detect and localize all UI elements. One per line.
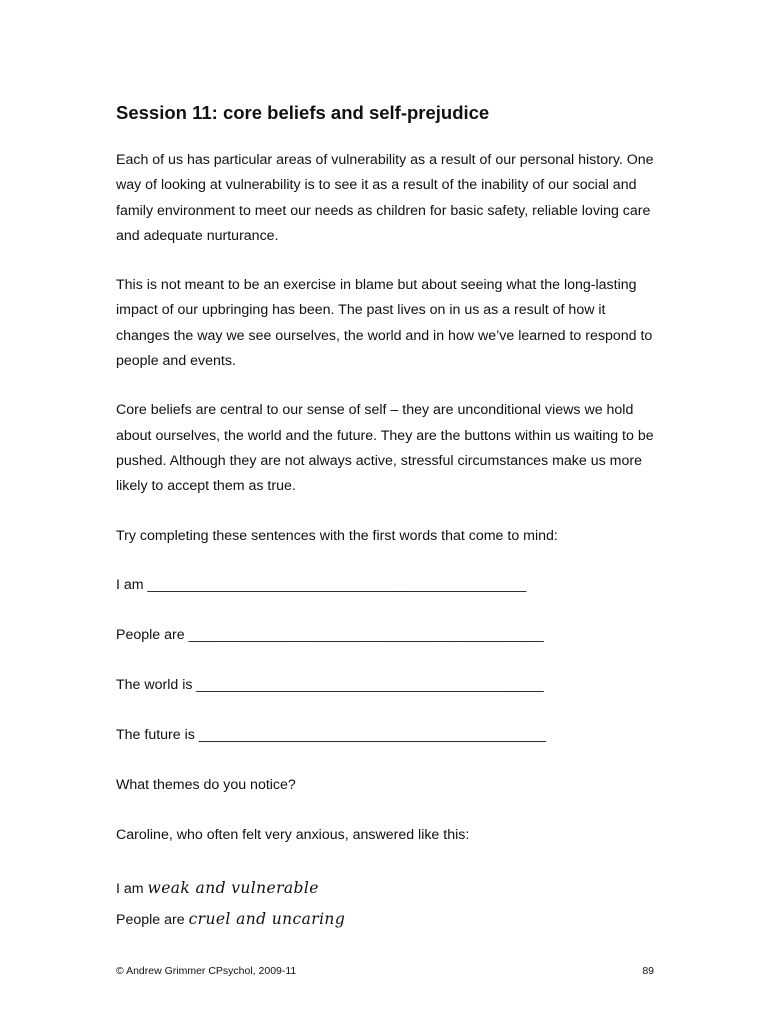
answer-label: People are — [116, 911, 185, 928]
example-intro: Caroline, who often felt very anxious, answered like this: — [116, 826, 470, 843]
page-number: 89 — [642, 965, 654, 977]
themes-question: What themes do you notice? — [116, 776, 296, 793]
prompt-i-am: I am ________________________________________________ — [116, 576, 527, 593]
paragraph-blame: This is not meant to be an exercise in blame but about seeing what the long-lasting impact of our upbringing has been. The past lives on in us as a result of how it changes the way we see ourselves, the world and in how we’ve learned to respond to people and events. — [116, 277, 653, 370]
prompt-future-is: The future is ____________________________________________ — [116, 726, 546, 743]
answer-people-are — [116, 904, 656, 935]
paragraph-instructions: Try completing these sentences with the first words that come to mind: — [116, 527, 558, 544]
document-page — [116, 98, 656, 935]
handwritten-response: weak and vulnerable — [147, 878, 319, 897]
answer-label: I am — [116, 880, 144, 897]
copyright-notice: © Andrew Grimmer CPsychol, 2009-11 — [116, 965, 297, 977]
paragraph-vulnerability: Each of us has particular areas of vulnerability as a result of our personal history. One way of looking at vulnerability is to see it as a result of the inability of our social and family environment to meet our needs as children for basic safety, reliable loving care and adequate nurturance. — [116, 152, 654, 244]
answer-i-am — [116, 873, 656, 904]
handwritten-response: cruel and uncaring — [188, 909, 346, 928]
session-title: Session 11: core beliefs and self-prejudice — [116, 102, 490, 123]
prompt-world-is: The world is ____________________________________________ — [116, 676, 544, 693]
prompt-people-are: People are _____________________________________________ — [116, 626, 544, 643]
paragraph-core-beliefs: Core beliefs are central to our sense of self – they are unconditional views we hold about ourselves, the world and the future. They are the buttons within us waiting to be pushed. Although they are not always active, stressful circumstances make us more likely to accept them as true. — [116, 402, 654, 495]
page-footer — [116, 965, 654, 977]
